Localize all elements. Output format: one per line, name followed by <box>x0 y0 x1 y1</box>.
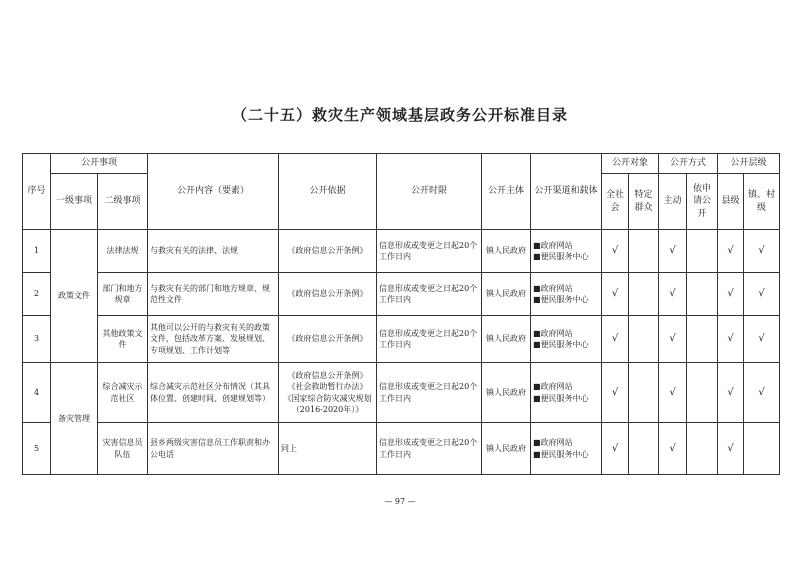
channel-website: ■政府网站 <box>533 438 573 448</box>
row-basis <box>279 363 377 423</box>
col-header-subject: 公开主体 <box>482 154 531 230</box>
check-level-town: √ <box>744 316 780 363</box>
channel-service-center: ■便民服务中心 <box>533 393 589 403</box>
col-header-level-county: 县级 <box>718 174 744 230</box>
table-row <box>23 423 780 475</box>
row-level2: 法律法规 <box>98 230 148 273</box>
basis-line-3: 《国家综合防灾减灾规划（2016-2020年）》 <box>283 393 372 414</box>
channel-service-center: ■便民服务中心 <box>533 449 589 459</box>
row-basis: 《政府信息公开条例》 <box>279 230 377 273</box>
row-time-limit: 信息形成或变更之日起20个工作日内 <box>377 273 482 316</box>
check-level-county: √ <box>718 273 744 316</box>
channel-website: ■政府网站 <box>533 283 573 293</box>
check-target-specific <box>629 230 659 273</box>
check-method-active: √ <box>659 230 687 273</box>
check-level-county: √ <box>718 423 744 475</box>
row-seq: 2 <box>23 273 51 316</box>
group-disaster: 备灾管理 <box>51 363 98 475</box>
channel-service-center: ■便民服务中心 <box>533 295 589 304</box>
col-header-content: 公开内容（要素） <box>148 154 279 230</box>
row-level2: 灾害信息员队伍 <box>98 423 148 475</box>
check-target-specific <box>629 273 659 316</box>
row-content: 县乡两级灾害信息员工作职责和办公电话 <box>148 423 279 475</box>
check-method-active: √ <box>659 423 687 475</box>
col-header-method-active: 主动 <box>659 174 687 230</box>
row-basis: 《政府信息公开条例》 <box>279 273 377 316</box>
check-level-town: √ <box>744 363 780 423</box>
col-header-channel: 公开渠道和载体 <box>531 154 602 230</box>
row-time-limit: 信息形成或变更之日起20个工作日内 <box>377 230 482 273</box>
col-header-method-group: 公开方式 <box>659 154 718 174</box>
row-level2: 部门和地方规章 <box>98 273 148 316</box>
col-header-items-group: 公开事项 <box>51 154 148 174</box>
channel-service-center: ■便民服务中心 <box>533 340 589 349</box>
row-content: 综合减灾示范社区分布情况（其具体位置、创建时间、创建规划等） <box>148 363 279 423</box>
header-row-1 <box>23 154 780 174</box>
row-subject: 镇人民政府 <box>482 230 531 273</box>
row-time-limit: 信息形成或变更之日起20个工作日内 <box>377 423 482 475</box>
check-level-town: √ <box>744 273 780 316</box>
check-level-town: √ <box>744 230 780 273</box>
row-channel <box>531 316 602 363</box>
row-channel <box>531 273 602 316</box>
row-subject: 镇人民政府 <box>482 273 531 316</box>
col-header-target-specific: 特定群众 <box>629 174 659 230</box>
row-content: 与救灾有关的部门和地方规章、规范性文件 <box>148 273 279 316</box>
col-header-method-request: 依申请公开 <box>687 174 718 230</box>
row-basis: 同上 <box>279 423 377 475</box>
col-header-level-group: 公开层级 <box>718 154 780 174</box>
col-header-seq: 序号 <box>23 154 51 230</box>
row-time-limit: 信息形成或变更之日起20个工作日内 <box>377 363 482 423</box>
check-method-active: √ <box>659 363 687 423</box>
check-method-request <box>687 316 718 363</box>
channel-website: ■政府网站 <box>533 328 573 338</box>
row-subject: 镇人民政府 <box>482 423 531 475</box>
check-method-request <box>687 273 718 316</box>
channel-website: ■政府网站 <box>533 382 573 392</box>
table-row <box>23 363 780 423</box>
page-title: （二十五）救灾生产领域基层政务公开标准目录 <box>231 106 568 124</box>
col-header-level-town: 镇、村级 <box>744 174 780 230</box>
row-seq: 4 <box>23 363 51 423</box>
check-target-specific <box>629 363 659 423</box>
check-method-request <box>687 363 718 423</box>
check-method-request <box>687 230 718 273</box>
channel-service-center: ■便民服务中心 <box>533 252 589 261</box>
row-subject: 镇人民政府 <box>482 363 531 423</box>
table-row <box>23 230 780 273</box>
row-content: 与救灾有关的法律、法规 <box>148 230 279 273</box>
check-level-county: √ <box>718 230 744 273</box>
check-target-all: √ <box>602 273 629 316</box>
group-policy: 政策文件 <box>51 230 98 363</box>
row-seq: 5 <box>23 423 51 475</box>
row-subject: 镇人民政府 <box>482 316 531 363</box>
basis-line-2: 《社会救助暂行办法》 <box>287 382 368 392</box>
table-row <box>23 316 780 363</box>
channel-website: ■政府网站 <box>533 240 573 250</box>
row-seq: 1 <box>23 230 51 273</box>
row-channel <box>531 363 602 423</box>
col-header-basis: 公开依据 <box>279 154 377 230</box>
row-level2: 综合减灾示范社区 <box>98 363 148 423</box>
col-header-target-group: 公开对象 <box>602 154 659 174</box>
col-header-level2: 二级事项 <box>98 174 148 230</box>
col-header-target-all: 全社会 <box>602 174 629 230</box>
check-level-county: √ <box>718 316 744 363</box>
row-channel <box>531 423 602 475</box>
row-time-limit: 信息形成或变更之日起20个工作日内 <box>377 316 482 363</box>
row-content: 其他可以公开的与救灾有关的政策文件，包括改革方案、发展规划、专项规划、工作计划等 <box>148 316 279 363</box>
page-number: — 97 — <box>384 497 416 506</box>
check-method-active: √ <box>659 316 687 363</box>
table-row <box>23 273 780 316</box>
check-target-specific <box>629 423 659 475</box>
catalog-table <box>22 153 780 475</box>
check-method-request <box>687 423 718 475</box>
basis-line-1: 《政府信息公开条例》 <box>287 371 368 381</box>
check-target-all: √ <box>602 316 629 363</box>
check-level-town <box>744 423 780 475</box>
check-target-specific <box>629 316 659 363</box>
row-level2: 其他政策文件 <box>98 316 148 363</box>
row-channel <box>531 230 602 273</box>
check-method-active: √ <box>659 273 687 316</box>
check-target-all: √ <box>602 423 629 475</box>
check-target-all: √ <box>602 230 629 273</box>
col-header-time-limit: 公开时限 <box>377 154 482 230</box>
col-header-level1: 一级事项 <box>51 174 98 230</box>
row-basis: 《政府信息公开条例》 <box>279 316 377 363</box>
row-seq: 3 <box>23 316 51 363</box>
check-level-county: √ <box>718 363 744 423</box>
check-target-all: √ <box>602 363 629 423</box>
